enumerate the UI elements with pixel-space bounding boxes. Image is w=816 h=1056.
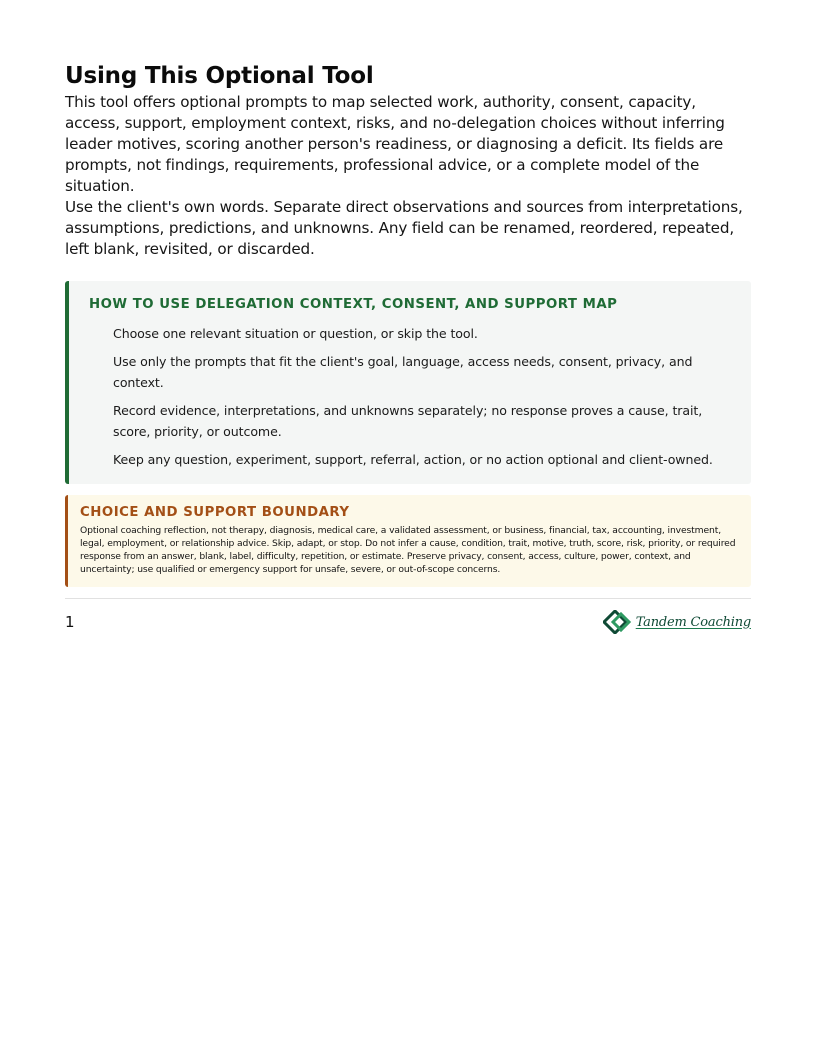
intro-paragraph: This tool offers optional prompts to map selected work, authority, consent, capacity, access, support, employment context, risks, and no-delegation choices without inferring leader motives, scoring another person's readiness, or diagnosing a deficit. Its fields are prompts, not findings, requirements, professional advice, or a complete model of the situation. bbox=[65, 93, 725, 195]
boundary-text: Optional coaching reflection, not therapy, diagnosis, medical care, a validated assessment, or business, financial, tax, accounting, investment, legal, employment, or relationship advice. Skip, adapt, or stop. Do not infer a cause, condition, trait, motive, truth, score, risk, priority, or required response from an answer, blank, label, difficulty, repetition, or estimate. Preserve privacy, consent, access, culture, power, context, and uncertainty; use qualified or emergency support for unsafe, severe, or out-of-scope concerns. bbox=[80, 525, 736, 575]
how-to-use-callout bbox=[65, 281, 751, 484]
logo-text: Tandem Coaching bbox=[635, 614, 751, 630]
page-title: Using This Optional Tool bbox=[65, 63, 374, 89]
how-to-use-heading: HOW TO USE DELEGATION CONTEXT, CONSENT, AND SUPPORT MAP bbox=[89, 297, 618, 312]
intro-paragraph: Use the client's own words. Separate direct observations and sources from interpretations, assumptions, predictions, and unknowns. Any field can be renamed, reordered, repeated, left blank, revisited, or discarded. bbox=[65, 198, 743, 258]
list-item: Choose one relevant situation or question, or skip the tool. bbox=[113, 326, 478, 341]
how-to-use-list bbox=[89, 323, 721, 470]
page-footer bbox=[65, 598, 751, 639]
intro-section bbox=[65, 92, 751, 260]
tandem-diamond-logo-icon bbox=[603, 610, 633, 634]
boundary-heading: CHOICE AND SUPPORT BOUNDARY bbox=[80, 505, 350, 521]
list-item: Record evidence, interpretations, and unknowns separately; no response proves a cause, trait, score, priority, or outcome. bbox=[113, 402, 703, 440]
list-item: Keep any question, experiment, support, referral, action, or no action optional and client-owned. bbox=[113, 451, 713, 467]
choice-support-boundary-callout bbox=[65, 495, 751, 587]
page-number: 1 bbox=[65, 613, 75, 631]
page-content bbox=[65, 60, 751, 587]
list-item: Use only the prompts that fit the client's goal, language, access needs, consent, privacy, and context. bbox=[113, 353, 693, 391]
tandem-coaching-logo bbox=[603, 610, 751, 634]
